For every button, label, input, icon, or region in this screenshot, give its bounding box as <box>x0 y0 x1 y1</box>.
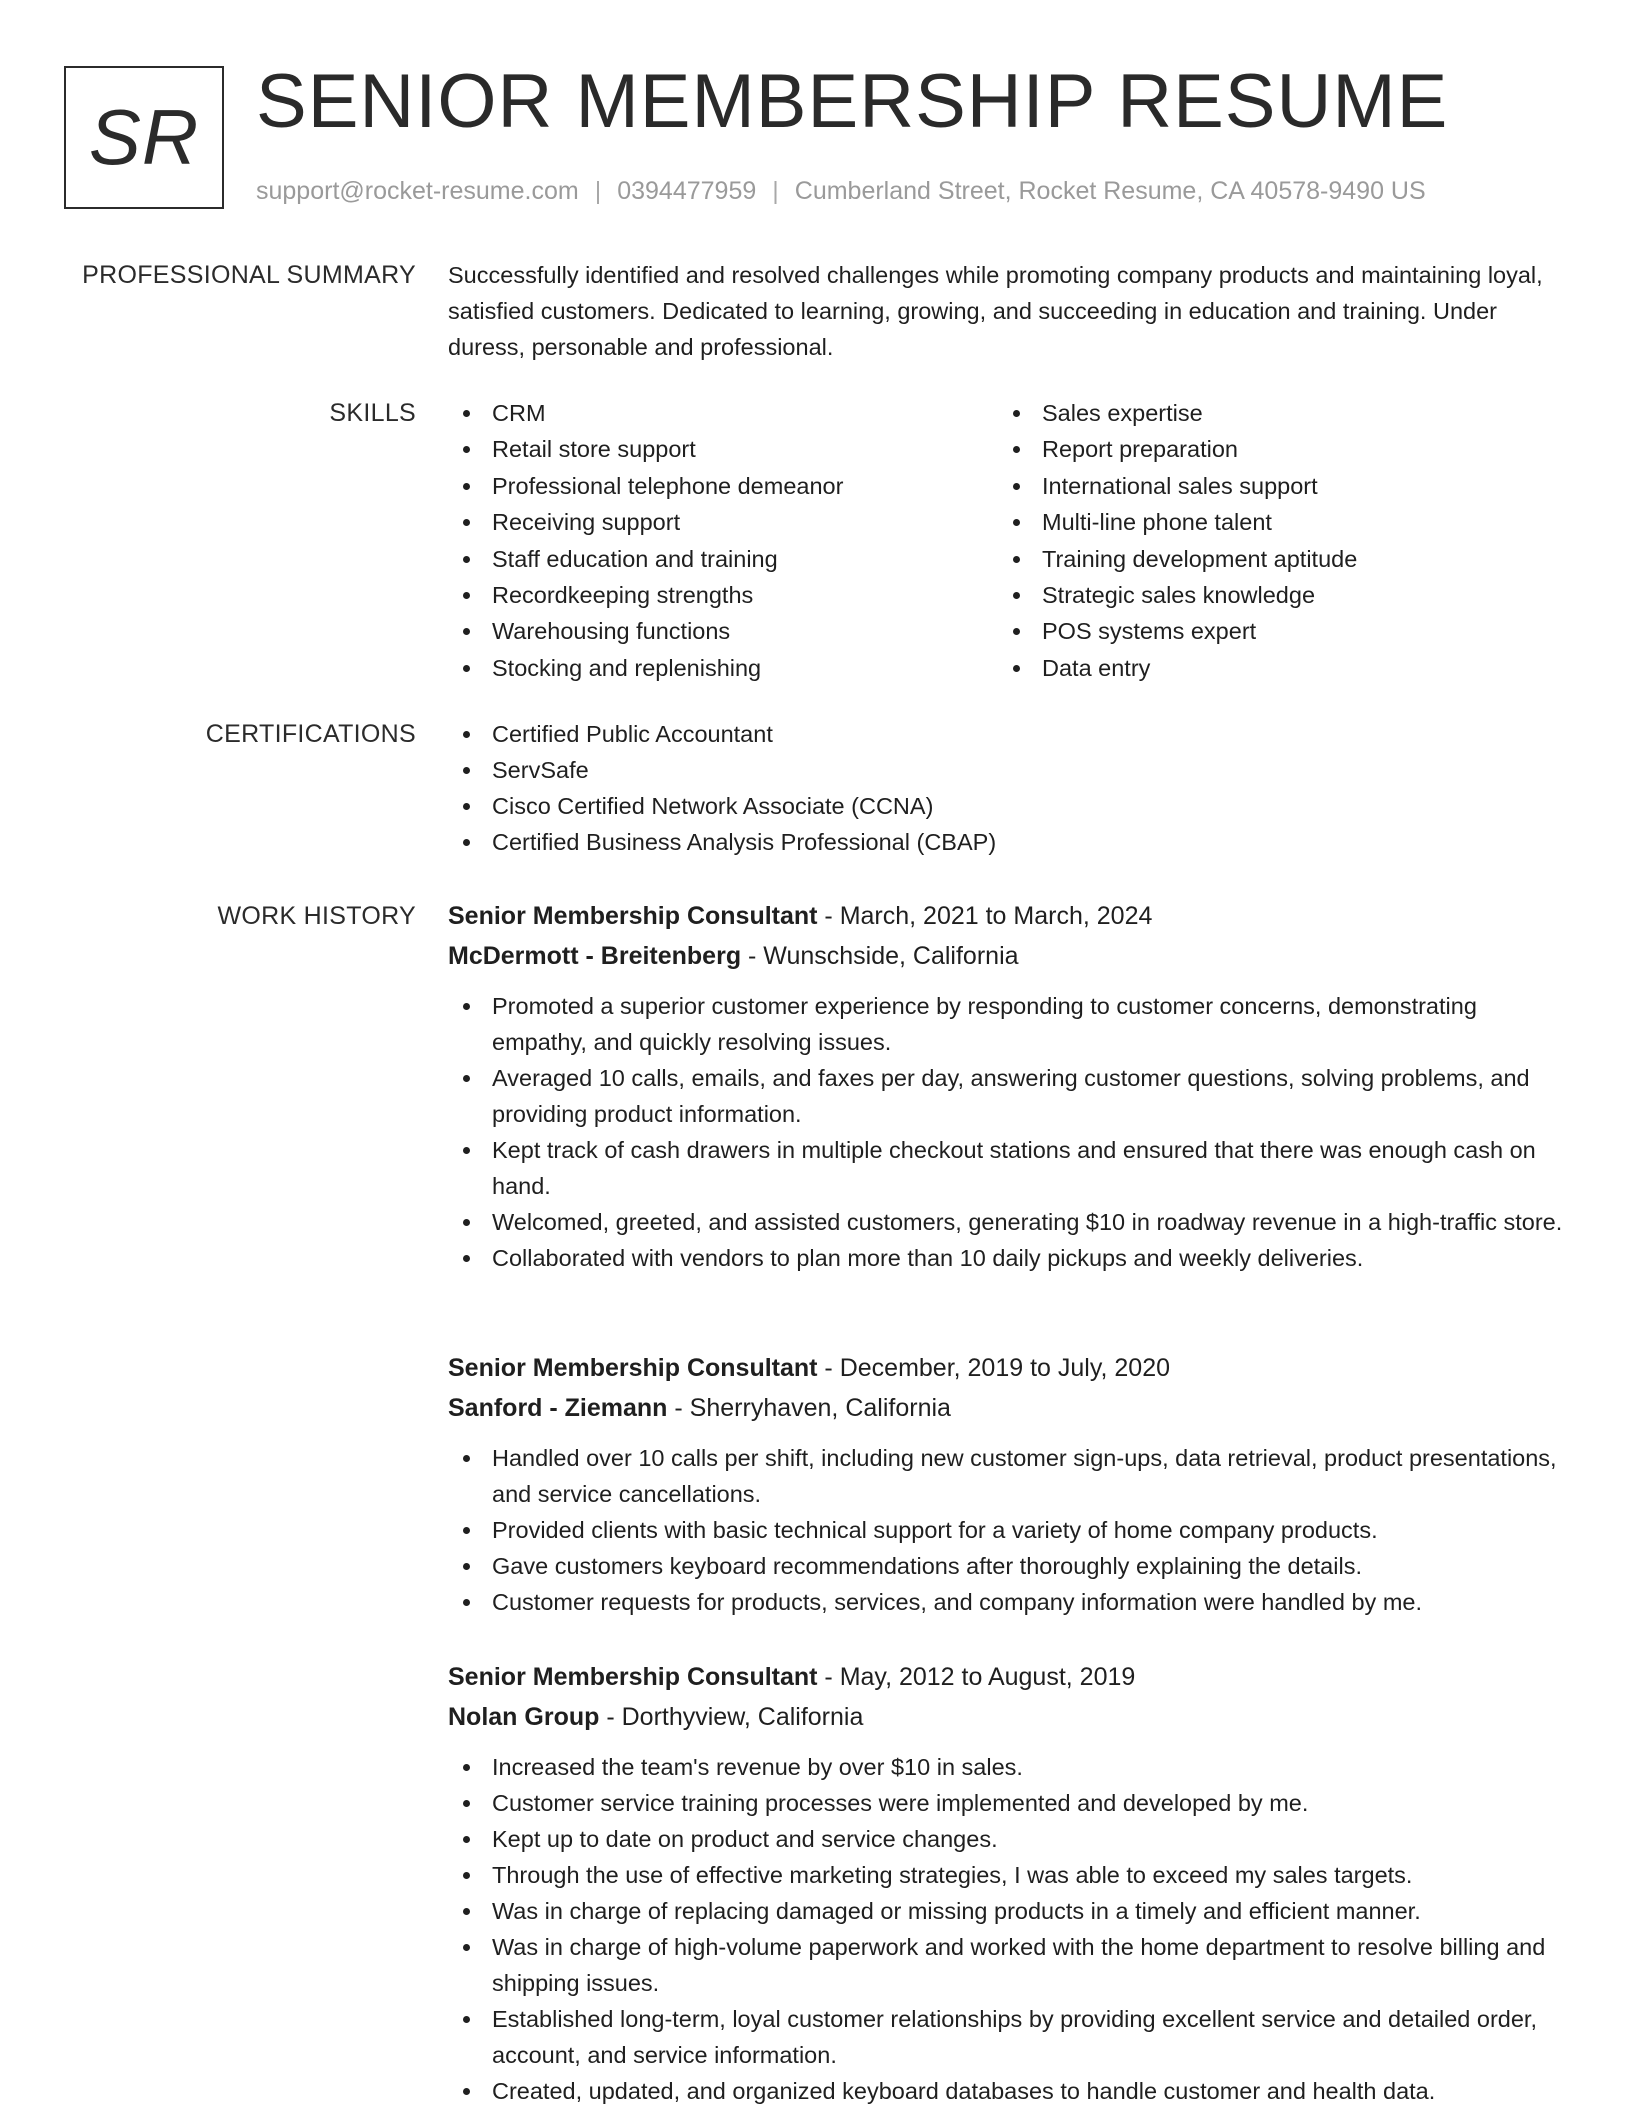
job-title: Senior Membership Consultant <box>448 1354 818 1382</box>
job-location: - Sherryhaven, California <box>667 1394 951 1422</box>
certification-item: Certified Business Analysis Professional (CBAP) <box>448 824 1576 860</box>
section-heading-summary: PROFESSIONAL SUMMARY <box>82 261 416 289</box>
job-company: Sanford - Ziemann <box>448 1394 668 1422</box>
job-bullet: Increased the team's revenue by over $10 in sales. <box>448 1749 1576 1785</box>
monogram-initials: SR <box>88 93 200 181</box>
contact-phone: 0394477959 <box>617 177 757 205</box>
skill-item: Multi-line phone talent <box>998 504 1548 540</box>
job-title: Senior Membership Consultant <box>448 1663 818 1691</box>
job-dates: - May, 2012 to August, 2019 <box>817 1663 1136 1691</box>
summary-text: Successfully identified and resolved challenges while promoting company products and maintaining loyal, satisfied customers. Dedicated to learning, growing, and succeeding in education and training. Under duress, personable and professional. <box>448 262 1543 360</box>
skill-item: Recordkeeping strengths <box>448 577 998 613</box>
job-title: Senior Membership Consultant <box>448 902 818 930</box>
job-bullet: Kept up to date on product and service changes. <box>448 1821 1576 1857</box>
skill-item: Receiving support <box>448 504 998 540</box>
section-heading-certifications: CERTIFICATIONS <box>205 720 416 748</box>
certifications-body <box>448 716 1576 860</box>
skill-item: Strategic sales knowledge <box>998 577 1548 613</box>
contact-line <box>256 174 1426 208</box>
contact-email: support@rocket-resume.com <box>256 177 579 205</box>
skill-item: International sales support <box>998 468 1548 504</box>
skill-item: Professional telephone demeanor <box>448 468 998 504</box>
skill-item: Sales expertise <box>998 395 1548 431</box>
job-dates: - March, 2021 to March, 2024 <box>817 902 1153 930</box>
job-bullet: Was in charge of high-volume paperwork and worked with the home department to resolve billing and shipping issues. <box>448 1929 1576 2001</box>
skills-list-left <box>448 395 998 686</box>
section-heading-skills: SKILLS <box>329 399 416 427</box>
job-dates: - December, 2019 to July, 2020 <box>817 1354 1170 1382</box>
job-title-line <box>448 896 1576 936</box>
job-bullets <box>448 988 1576 1276</box>
skill-item: POS systems expert <box>998 613 1548 649</box>
skill-item: CRM <box>448 395 998 431</box>
job-bullet: Provided clients with basic technical support for a variety of home company products. <box>448 1512 1576 1548</box>
job-bullet: Customer service training processes were implemented and developed by me. <box>448 1785 1576 1821</box>
contact-address: Cumberland Street, Rocket Resume, CA 40578-9490 US <box>794 177 1426 205</box>
job-entry <box>448 1657 1576 2109</box>
skills-columns <box>448 395 1576 686</box>
job-location: - Wunschside, California <box>741 942 1019 970</box>
skills-list-right <box>998 395 1548 686</box>
skill-item: Report preparation <box>998 431 1548 467</box>
job-bullet: Collaborated with vendors to plan more than 10 daily pickups and weekly deliveries. <box>448 1240 1576 1276</box>
contact-separator: | <box>594 177 602 205</box>
job-entry <box>448 896 1576 1276</box>
job-bullets <box>448 1749 1576 2109</box>
resume-title: SENIOR MEMBERSHIP RESUME <box>256 59 1449 144</box>
job-company-line <box>448 1697 1576 1737</box>
job-title-line <box>448 1657 1576 1697</box>
job-company-line <box>448 1388 1576 1428</box>
job-entry <box>448 1348 1576 1620</box>
certification-item: ServSafe <box>448 752 1576 788</box>
job-bullet: Established long-term, loyal customer relationships by providing excellent service and detailed order, account, and service information. <box>448 2001 1576 2073</box>
certifications-list <box>448 716 1576 860</box>
job-company: McDermott - Breitenberg <box>448 942 742 970</box>
certification-item: Cisco Certified Network Associate (CCNA) <box>448 788 1576 824</box>
section-heading-work-history: WORK HISTORY <box>217 902 416 930</box>
job-bullet: Promoted a superior customer experience by responding to customer concerns, demonstrating empathy, and quickly resolving issues. <box>448 988 1576 1060</box>
job-company: Nolan Group <box>448 1703 600 1731</box>
job-bullet: Kept track of cash drawers in multiple checkout stations and ensured that there was enough cash on hand. <box>448 1132 1576 1204</box>
job-title-line <box>448 1348 1576 1388</box>
job-bullet: Handled over 10 calls per shift, including new customer sign-ups, data retrieval, product presentations, and service cancellations. <box>448 1440 1576 1512</box>
job-bullet: Customer requests for products, services, and company information were handled by me. <box>448 1584 1576 1620</box>
skill-item: Training development aptitude <box>998 541 1548 577</box>
job-bullet: Was in charge of replacing damaged or missing products in a timely and efficient manner. <box>448 1893 1576 1929</box>
job-bullets <box>448 1440 1576 1620</box>
skill-item: Stocking and replenishing <box>448 650 998 686</box>
job-company-line <box>448 936 1576 976</box>
job-bullet: Created, updated, and organized keyboard databases to handle customer and health data. <box>448 2073 1576 2109</box>
skill-item: Staff education and training <box>448 541 998 577</box>
skill-item: Warehousing functions <box>448 613 998 649</box>
monogram-box <box>64 66 224 209</box>
job-bullet: Averaged 10 calls, emails, and faxes per day, answering customer questions, solving problems, and providing product information. <box>448 1060 1576 1132</box>
job-bullet: Welcomed, greeted, and assisted customers, generating $10 in roadway revenue in a high-traffic store. <box>448 1204 1576 1240</box>
job-bullet: Through the use of effective marketing strategies, I was able to exceed my sales targets. <box>448 1857 1576 1893</box>
job-location: - Dorthyview, California <box>599 1703 864 1731</box>
skill-item: Retail store support <box>448 431 998 467</box>
contact-separator: | <box>772 177 779 205</box>
skill-item: Data entry <box>998 650 1548 686</box>
job-bullet: Gave customers keyboard recommendations after thoroughly explaining the details. <box>448 1548 1576 1584</box>
certification-item: Certified Public Accountant <box>448 716 1576 752</box>
